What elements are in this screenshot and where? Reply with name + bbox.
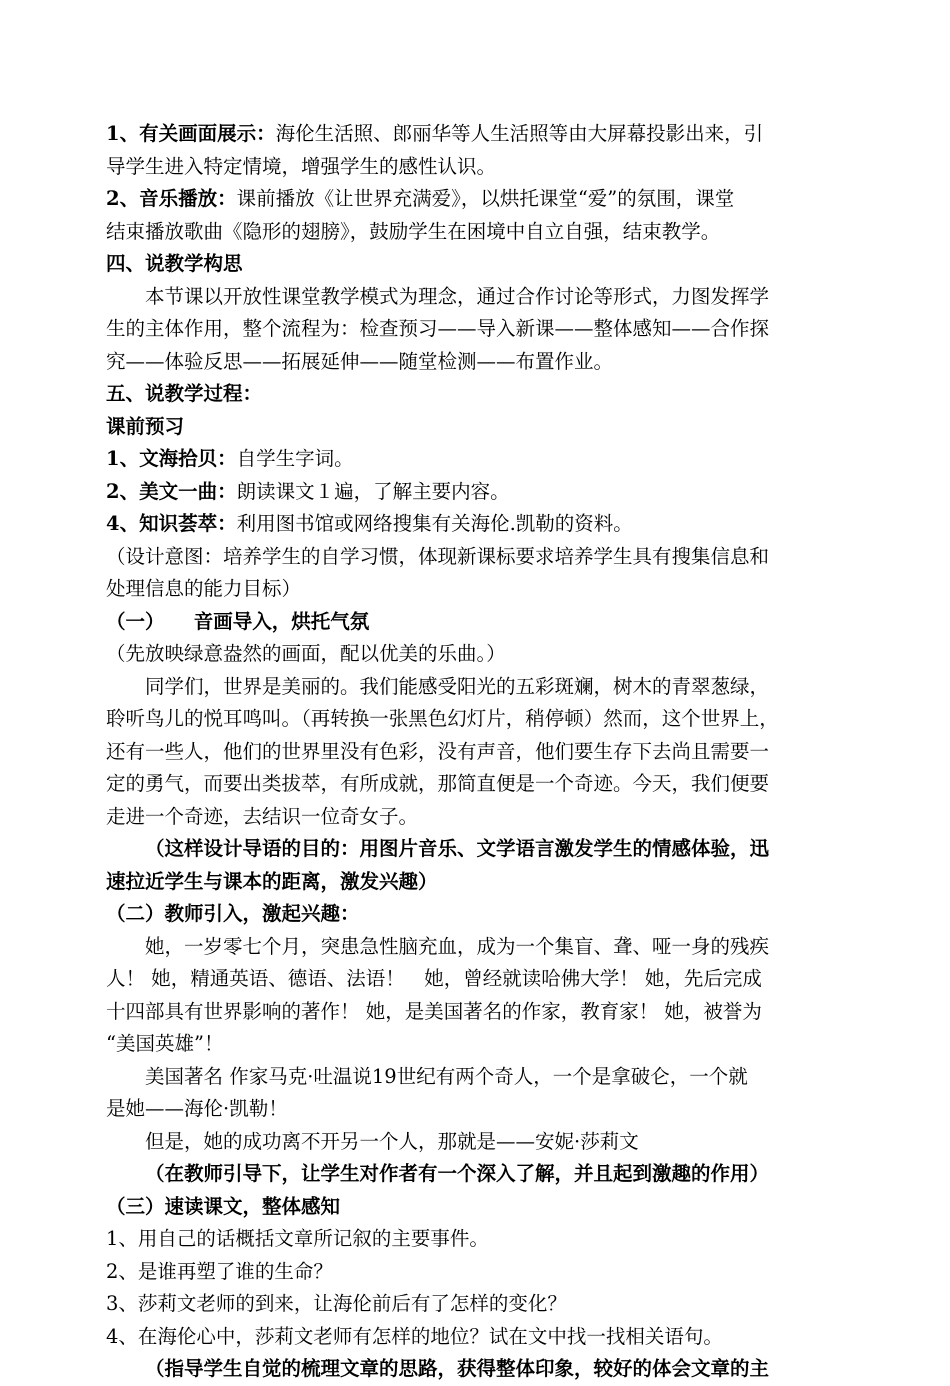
part-1-para-line-2: 聆听鸟儿的悦耳鸣叫。（再转换一张黑色幻灯片，稍停顿）然而，这个世界上， [106,707,779,730]
preview-intent-line-2: 处理信息的能力目标） [106,577,302,600]
section-5-heading: 五、说教学过程： [106,382,263,405]
part-1-heading [106,606,854,639]
part-1-para-line-3: 还有一些人，他们的世界里没有色彩，没有声音，他们要生存下去尚且需要一 [106,739,770,763]
preview-heading: 课前预习 [106,414,185,438]
part-2-para2-line-2: 是她——海伦·凯勒！ [106,1097,288,1120]
part-1-para-line-4: 定的勇气，而要出类拔萃，有所成就，那简直便是一个奇迹。今天，我们便要 [106,772,770,795]
preview-item-1 [106,443,854,476]
part-1-para-line-5: 走进一个奇迹，去结识一位奇女子。 [106,804,419,828]
part-1-intent-line-1: （这样设计导语的目的：用图片音乐、文学语言激发学生的情感体验，迅 [145,837,770,860]
aid-item-2-line-1 [106,183,854,216]
preview-item-2-text: 朗读课文１遍，了解主要内容。 [236,479,510,503]
aid-item-2-label: 2、音乐播放： [106,187,237,210]
part-3-heading: （三）速读课文，整体感知 [106,1194,341,1218]
preview-item-1-label: 1、文海拾贝： [106,447,237,470]
part-2-para3: 但是，她的成功离不开另一个人，那就是——安妮·莎莉文 [145,1129,639,1153]
part-3-question-4: 4、在海伦心中，莎莉文老师有怎样的地位？试在文中找一找相关语句。 [106,1324,723,1348]
section-4-para-line-1: 本节课以开放性课堂教学模式为理念，通过合作讨论等形式，力图发挥学 [145,284,770,308]
aid-item-2-text: 课前播放《让世界充满爱》，以烘托课堂“爱”的氛围，课堂 [236,187,735,210]
part-2-para-line-2: 人！ 她，精通英语、德语、法语！ 她，曾经就读哈佛大学！ 她，先后完成 [106,967,762,990]
preview-item-2 [106,476,854,509]
document-page [106,118,854,1386]
part-3-question-1: 1、用自己的话概括文章所记叙的主要事件。 [106,1227,489,1250]
part-2-para-line-3: 十四部具有世界影响的著作！ 她，是美国著名的作家，教育家！ 她，被誉为 [106,999,762,1023]
aid-item-1-line-1 [106,118,854,151]
part-1-para-line-1: 同学们，世界是美丽的。我们能感受阳光的五彩斑斓，树木的青翠葱绿， [145,674,770,698]
aid-item-2-line-2: 结束播放歌曲《隐形的翅膀》，鼓励学生在困境中自立自强，结束教学。 [106,219,721,243]
part-2-para-line-1: 她，一岁零七个月，突患急性脑充血，成为一个集盲、聋、哑一身的残疾 [145,934,770,958]
preview-item-2-label: 2、美文一曲： [106,479,237,503]
section-4-para-line-2: 生的主体作用，整个流程为：检查预习——导入新课——整体感知——合作探 [106,317,770,340]
aid-item-1-text: 海伦生活照、郎丽华等人生活照等由大屏幕投影出来，引 [275,122,764,145]
part-3-intent: （指导学生自觉的梳理文章的思路，获得整体印象，较好的体会文章的主 [145,1357,770,1380]
part-1-intent-line-2: 速拉近学生与课本的距离，激发兴趣） [106,869,438,893]
preview-item-3-label: 4、知识荟萃： [106,512,237,535]
part-2-para-line-4: “美国英雄”！ [106,1032,224,1055]
part-1-heading-number: （一） [106,609,165,633]
part-2-intent: （在教师引导下，让学生对作者有一个深入了解，并且起到激趣的作用） [145,1162,770,1185]
aid-item-1-label: 1、有关画面展示： [106,122,276,145]
part-2-heading: （二）教师引入，激起兴趣： [106,902,360,925]
aid-item-1-line-2: 导学生进入特定情境，增强学生的感性认识。 [106,154,497,178]
preview-item-1-text: 自学生字词。 [236,447,354,470]
part-2-para2-line-1: 美国著名 作家马克·吐温说19世纪有两个奇人，一个是拿破仑，一个就 [145,1064,748,1088]
preview-item-3 [106,508,854,541]
section-4-para-line-3: 究——体验反思——拓展延伸——随堂检测——布置作业。 [106,349,614,373]
preview-item-3-text: 利用图书馆或网络搜集有关海伦.凯勒的资料。 [236,512,633,535]
section-4-heading: 四、说教学构思 [106,252,243,275]
preview-intent-line-1: （设计意图：培养学生的自学习惯，体现新课标要求培养学生具有搜集信息和 [106,544,770,568]
part-1-note: （先放映绿意盎然的画面，配以优美的乐曲。） [106,642,506,665]
part-1-heading-text: 音画导入，烘托气氛 [193,609,370,633]
part-3-question-2: 2、是谁再塑了谁的生命？ [106,1259,333,1283]
part-3-question-3: 3、莎莉文老师的到来，让海伦前后有了怎样的变化？ [106,1292,567,1315]
